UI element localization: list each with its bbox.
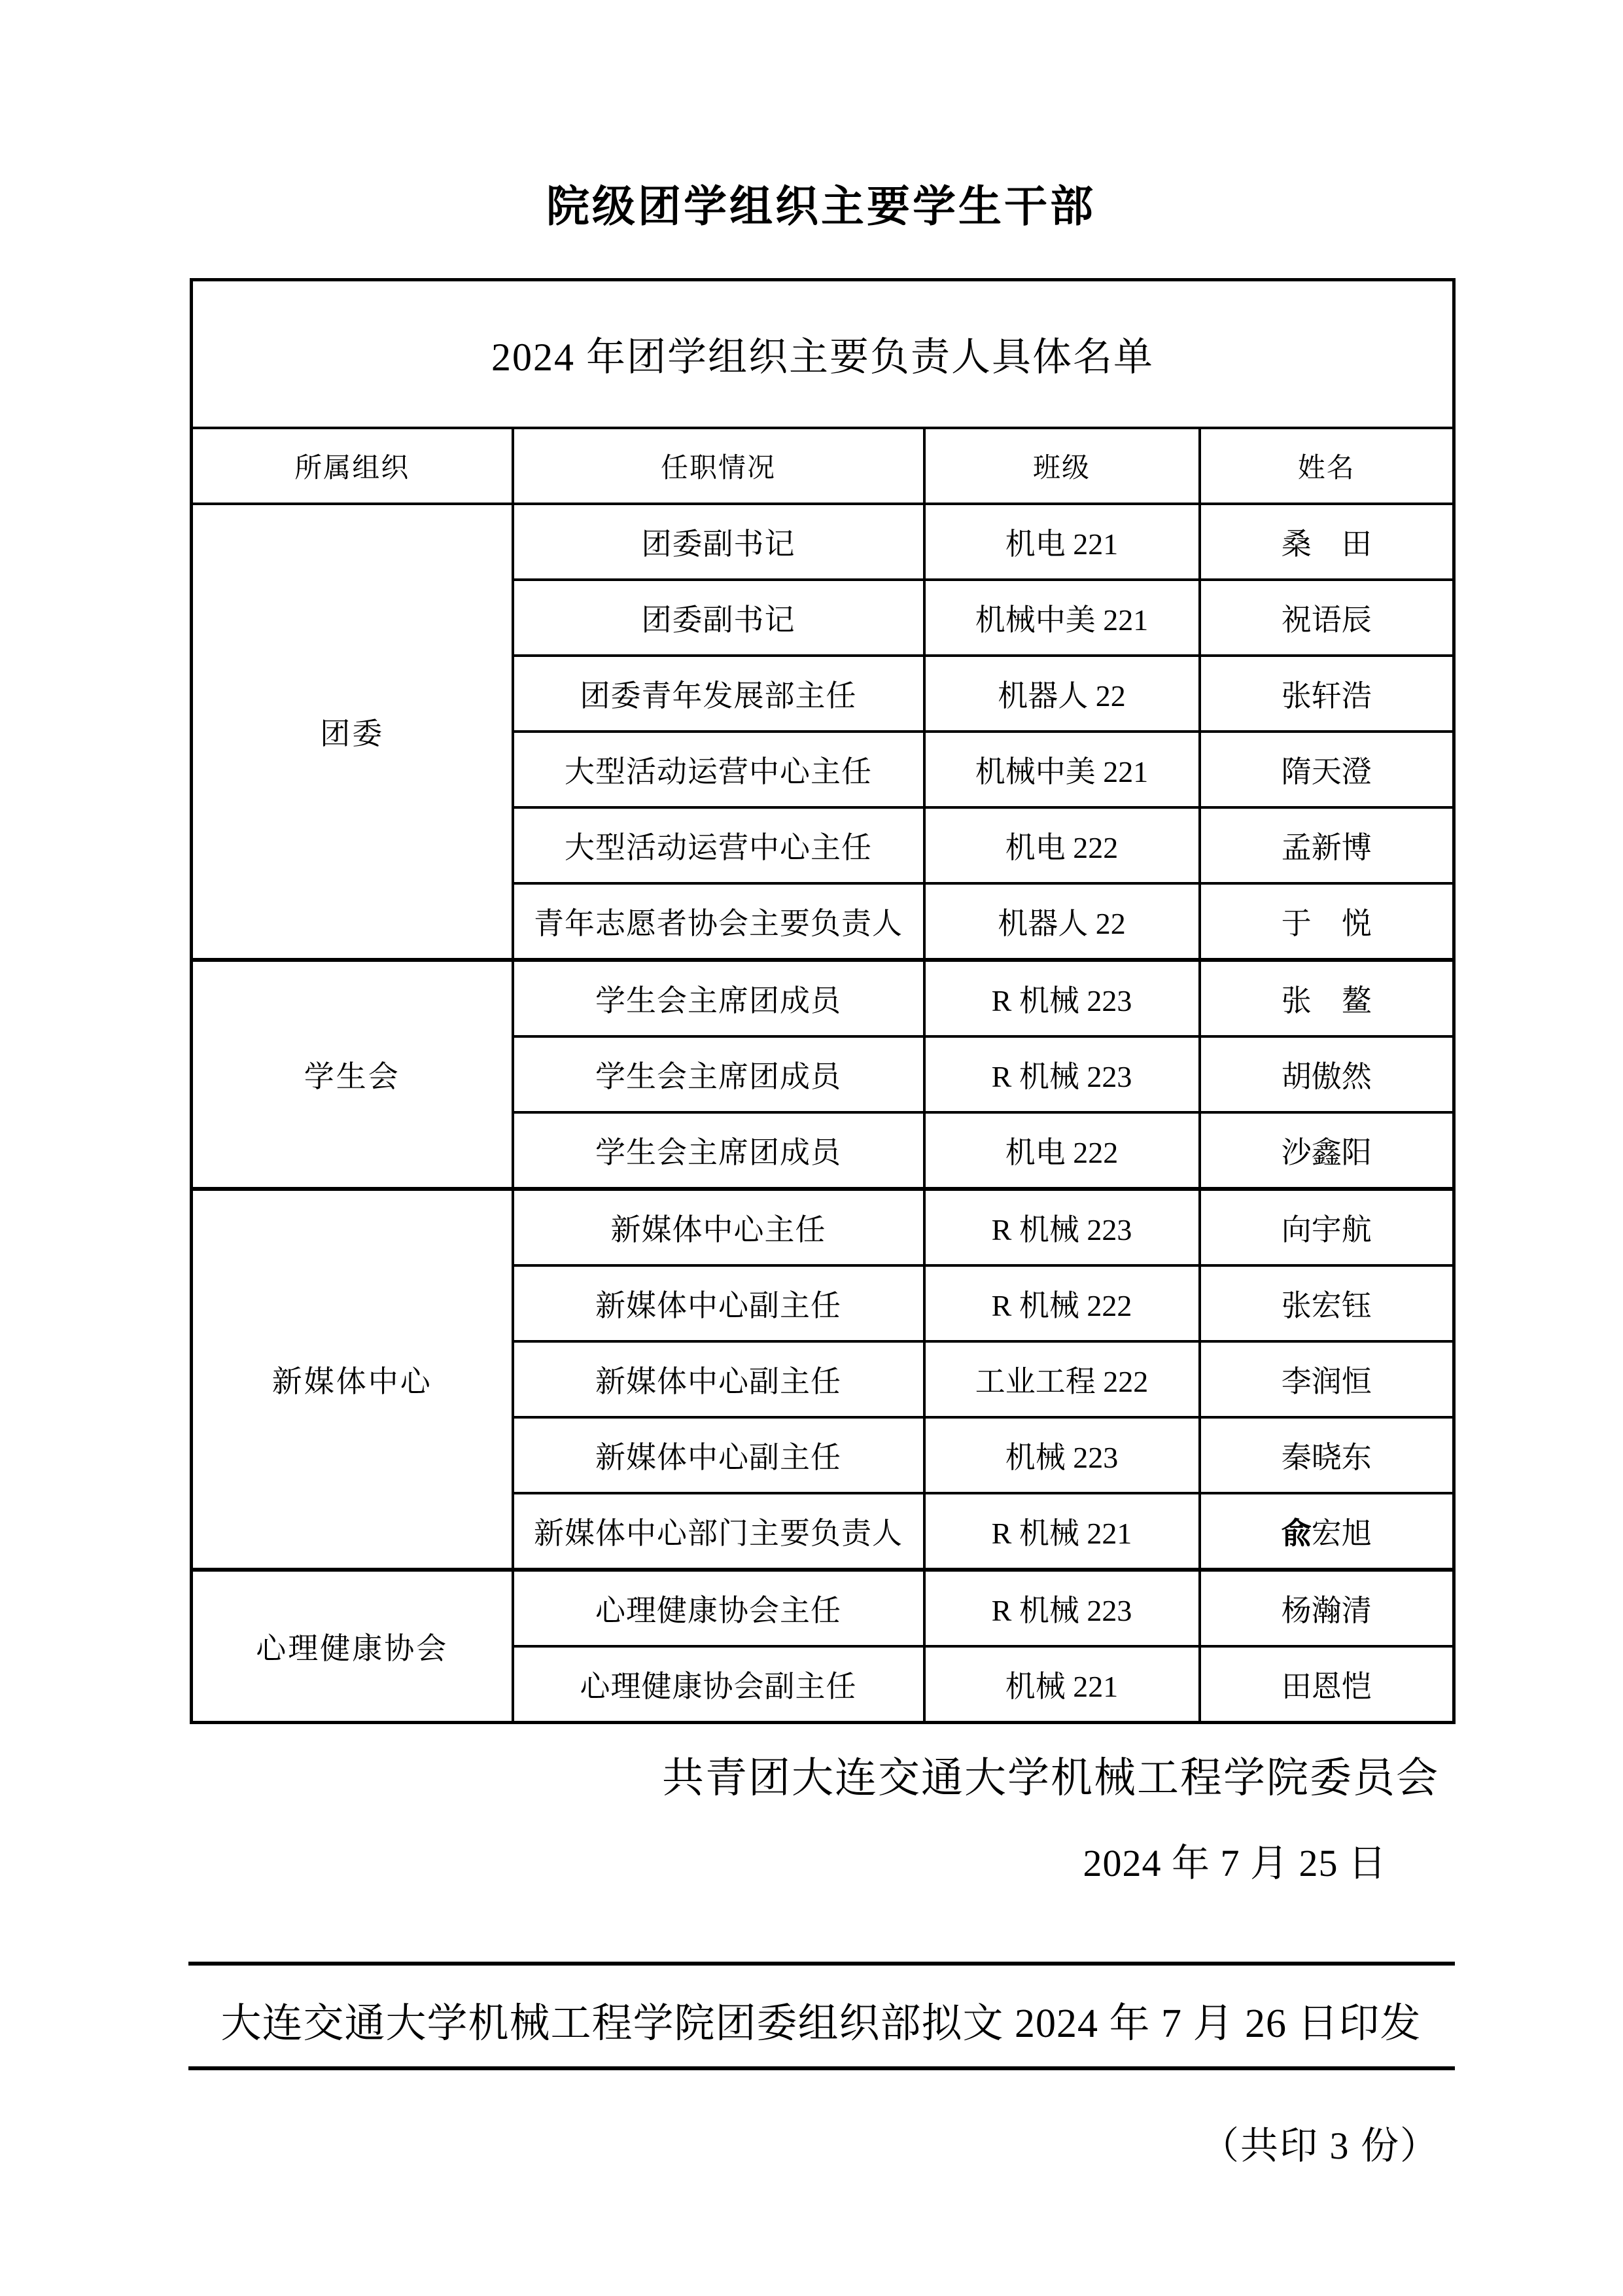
header-org: 所属组织 <box>192 428 513 504</box>
cell-class: 机电 222 <box>924 1112 1200 1189</box>
cell-position: 新媒体中心副主任 <box>513 1341 924 1417</box>
date-line: 2024 年 7 月 25 日 <box>1083 1842 1387 1884</box>
cell-organization: 学生会 <box>192 960 513 1189</box>
cell-name: 于 悦 <box>1200 883 1454 960</box>
cell-class: R 机械 223 <box>924 960 1200 1036</box>
cell-name: 杨瀚清 <box>1200 1570 1454 1646</box>
cell-position: 青年志愿者协会主要负责人 <box>513 883 924 960</box>
table-row <box>192 504 1454 580</box>
cell-position: 团委副书记 <box>513 504 924 580</box>
cell-position: 心理健康协会主任 <box>513 1570 924 1646</box>
cell-position: 心理健康协会副主任 <box>513 1646 924 1723</box>
page-title: 院级团学组织主要学生干部 <box>546 182 1096 230</box>
cell-organization: 团委 <box>192 504 513 960</box>
cell-position: 大型活动运营中心主任 <box>513 807 924 883</box>
cell-organization: 新媒体中心 <box>192 1189 513 1570</box>
cell-class: 机器人 22 <box>924 883 1200 960</box>
cell-class: 机械中美 221 <box>924 580 1200 656</box>
cell-name: 祝语辰 <box>1200 580 1454 656</box>
cell-position: 学生会主席团成员 <box>513 960 924 1036</box>
cell-class: 机械 221 <box>924 1646 1200 1723</box>
cell-name: 张轩浩 <box>1200 656 1454 732</box>
header-name: 姓名 <box>1200 428 1454 504</box>
cell-position: 学生会主席团成员 <box>513 1036 924 1112</box>
cell-position: 学生会主席团成员 <box>513 1112 924 1189</box>
cell-class: R 机械 223 <box>924 1570 1200 1646</box>
cell-class: 机电 221 <box>924 504 1200 580</box>
roster-table <box>190 278 1456 1724</box>
cell-name: 李润恒 <box>1200 1341 1454 1417</box>
cell-position: 新媒体中心副主任 <box>513 1265 924 1341</box>
cell-name: 孟新博 <box>1200 807 1454 883</box>
cell-class: 机械 223 <box>924 1417 1200 1493</box>
cell-position: 新媒体中心主任 <box>513 1189 924 1265</box>
cell-class: R 机械 222 <box>924 1265 1200 1341</box>
signature-line: 共青团大连交通大学机械工程学院委员会 <box>662 1755 1439 1801</box>
cell-class: R 机械 223 <box>924 1189 1200 1265</box>
cell-class: R 机械 221 <box>924 1493 1200 1570</box>
cell-position: 大型活动运营中心主任 <box>513 732 924 807</box>
cell-name: 向宇航 <box>1200 1189 1454 1265</box>
name-first-char: 兪 <box>1281 1516 1312 1550</box>
cell-name: 田恩恺 <box>1200 1646 1454 1723</box>
cell-class: 机械中美 221 <box>924 732 1200 807</box>
cell-name: 隋天澄 <box>1200 732 1454 807</box>
cell-class: 机器人 22 <box>924 656 1200 732</box>
table-title: 2024 年团学组织主要负责人具体名单 <box>192 280 1454 429</box>
cell-name: 张宏钰 <box>1200 1265 1454 1341</box>
table-row <box>192 1570 1454 1646</box>
cell-position: 团委副书记 <box>513 580 924 656</box>
cell-name: 秦晓东 <box>1200 1417 1454 1493</box>
table-header-row <box>192 428 1454 504</box>
cell-name: 兪宏旭 <box>1200 1493 1454 1570</box>
table-title-row <box>192 280 1454 429</box>
cell-class: 工业工程 222 <box>924 1341 1200 1417</box>
header-position: 任职情况 <box>513 428 924 504</box>
cell-class: R 机械 223 <box>924 1036 1200 1112</box>
cell-name: 沙鑫阳 <box>1200 1112 1454 1189</box>
issue-line: 大连交通大学机械工程学院团委组织部拟文 2024 年 7 月 26 日印发 <box>220 2002 1422 2046</box>
cell-name: 桑 田 <box>1200 504 1454 580</box>
cell-position: 新媒体中心部门主要负责人 <box>513 1493 924 1570</box>
cell-class: 机电 222 <box>924 807 1200 883</box>
header-class: 班级 <box>924 428 1200 504</box>
copies-note: （共印 3 份） <box>1200 2125 1439 2167</box>
table-row <box>192 960 1454 1036</box>
table-row <box>192 1189 1454 1265</box>
cell-position: 团委青年发展部主任 <box>513 656 924 732</box>
cell-position: 新媒体中心副主任 <box>513 1417 924 1493</box>
divider-bottom <box>188 2066 1455 2070</box>
cell-name: 张 鳌 <box>1200 960 1454 1036</box>
cell-organization: 心理健康协会 <box>192 1570 513 1723</box>
cell-name: 胡傲然 <box>1200 1036 1454 1112</box>
divider-top <box>188 1962 1455 1966</box>
